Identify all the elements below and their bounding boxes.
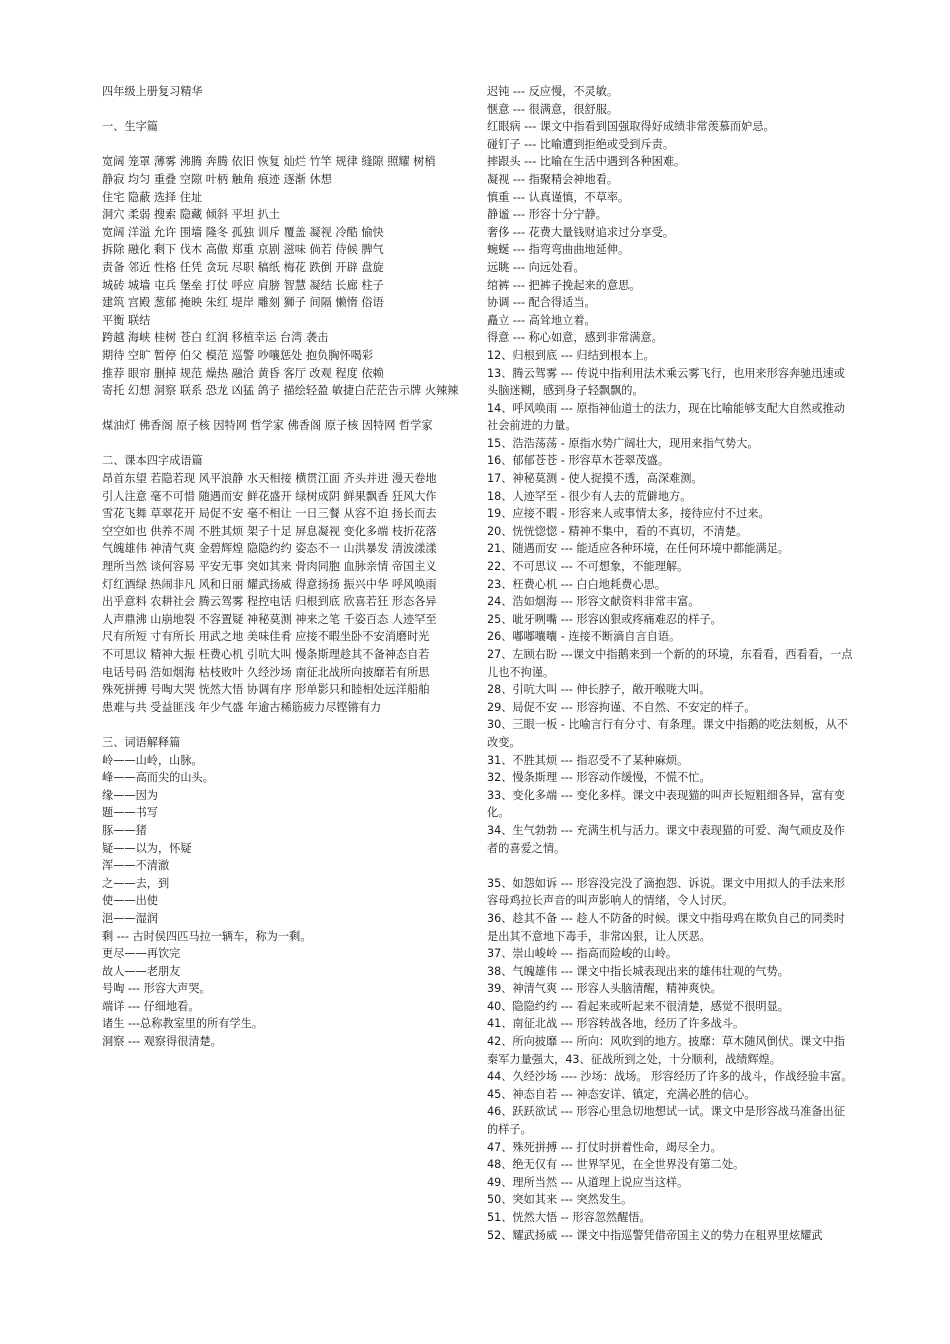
text-line: 35、如怨如诉 --- 形容没完没了滴抱怨、诉说。课文中用拟人的手法来形容母鸡拉长声音的叫声影响人的情绪，令人讨厌。 (487, 876, 845, 908)
text-line: 三、词语解释篇 (102, 735, 181, 749)
text-line: 剩 --- 古时侯四匹马拉一辆车，称为一剩。 (102, 929, 312, 943)
text-line: 建筑 宫殿 葱郁 掩映 朱红 堤岸 雕刻 狮子 间隔 懒惰 俗语 (102, 296, 384, 310)
right-column (487, 83, 853, 1244)
blank-line (102, 435, 469, 453)
text-line: 32、慢条斯理 --- 形容动作缓慢，不慌不忙。 (487, 771, 711, 785)
text-line: 49、理所当然 --- 从道理上说应当这样。 (487, 1175, 689, 1189)
text-line: 静谧 --- 形容十分宁静。 (487, 208, 607, 222)
text-line: 宽阔 笼罩 薄雾 沸腾 奔腾 依旧 恢复 灿烂 竹竿 规律 缝隙 照耀 树梢 (102, 155, 436, 169)
text-line: 42、所向披靡 --- 所向：风吹到的地方。披靡：草木随风倒伏。课文中指秦军力量强大，43、征战所到之处，十分顺利，战绩辉煌。 (487, 1035, 845, 1066)
text-line: 蜿蜒 --- 指弯弯曲曲地延伸。 (487, 243, 630, 257)
text-line: 疑——以为，怀疑 (102, 841, 192, 855)
text-line: 缘——因为 (102, 788, 158, 802)
text-line: 34、生气勃勃 --- 充满生机与活力。课文中表现猫的可爱、淘气顽皮及作者的喜爱之情。 (487, 823, 845, 855)
text-line: 协调 --- 配合得适当。 (487, 296, 596, 310)
text-line: 推荐 眼帘 删掉 规范 燥热 融洽 黄昏 客厅 改观 程度 依赖 (102, 366, 384, 380)
text-line: 14、呼风唤雨 --- 原指神仙道士的法力，现在比喻能够支配大自然或推动社会前进的力量。 (487, 401, 845, 433)
text-line: 患难与共 受益匪浅 年少气盛 年逾古稀筋疲力尽铿锵有力 (102, 700, 382, 714)
text-line: 使——出使 (102, 894, 158, 908)
text-line: 殊死拼搏 号啕大哭 恍然大悟 协调有序 形单影只和睦相处远洋船舶 (102, 683, 430, 697)
text-line: 摔跟头 --- 比喻在生活中遇到各种困难。 (487, 155, 686, 169)
text-line: 空空如也 供养不周 不胜其烦 架子十足 屏息凝视 变化多端 枝折花落 (102, 524, 437, 538)
text-line: 25、呲牙咧嘴 --- 形容凶狠或疼痛难忍的样子。 (487, 612, 722, 626)
text-line: 出乎意料 农耕社会 腾云驾雾 程控电话 归根到底 欣喜若狂 形态各异 (102, 595, 437, 609)
text-line: 21、随遇而安 --- 能适应各种环境，在任何环境中都能满足。 (487, 542, 789, 556)
text-line: 电话号码 浩如烟海 枯枝败叶 久经沙场 南征北战所向披靡若有所思 (102, 665, 430, 679)
text-line: 39、神清气爽 --- 形容人头脑清醒，精神爽快。 (487, 982, 722, 996)
text-line: 红眼病 --- 课文中指看到国强取得好成绩非常羡慕而妒忌。 (487, 120, 775, 134)
text-line: 38、气魄雄伟 --- 课文中指长城表现出来的雄伟壮观的气势。 (487, 964, 789, 978)
text-line: 城砖 城墙 屯兵 堡垒 打仗 呼应 肩膀 智慧 凝结 长廊 柱子 (102, 278, 384, 292)
text-line: 凝视 --- 指聚精会神地看。 (487, 172, 619, 186)
text-line: 50、突如其来 --- 突然发生。 (487, 1193, 633, 1207)
text-line: 煤油灯 佛香阁 原子核 因特网 哲学家 佛香阁 原子核 因特网 哲学家 (102, 419, 433, 433)
text-line: 寄托 幻想 洞察 联系 恐龙 凶猛 鸽子 描绘轻盈 敏捷白茫茫告示牌 火辣辣 (102, 384, 459, 398)
text-line: 30、三眼一板 - 比喻言行有分寸、有条理。课文中指鹅的吃法刻板，从不改变。 (487, 718, 849, 749)
text-line: 豚——猪 (102, 823, 147, 837)
text-line: 诸生 ---总称教室里的所有学生。 (102, 1017, 264, 1031)
text-line: 29、局促不安 --- 形容拘谨、不自然、不安定的样子。 (487, 700, 756, 714)
text-line: 昂首东望 若隐若现 风平浪静 水天相接 横贯江面 齐头并进 漫天卷地 (102, 472, 437, 486)
text-line: 二、课本四字成语篇 (102, 454, 203, 468)
text-line: 雪花飞舞 草翠花开 局促不安 毫不相让 一日三餐 从容不迫 扬长而去 (102, 507, 437, 521)
text-line: 责备 邻近 性格 任凭 贪玩 尽职 稿纸 梅花 跌倒 开辟 盘旋 (102, 260, 384, 274)
text-line: 号啕 --- 形容大声哭。 (102, 982, 211, 996)
text-line: 期待 空旷 暂停 伯父 模范 巡警 吵嚷惩处 抱负胸怀喝彩 (102, 348, 374, 362)
text-line: 51、恍然大悟 -- 形容忽然醒悟。 (487, 1211, 651, 1224)
text-line: 奢侈 --- 花费大量钱财追求过分享受。 (487, 225, 675, 239)
blank-line (102, 136, 469, 154)
text-line: 迟钝 --- 反应慢，不灵敏。 (487, 85, 619, 98)
text-line: 浥——湿润 (102, 911, 158, 925)
text-line: 40、隐隐约约 --- 看起来或听起来不很清楚，感觉不很明显。 (487, 999, 789, 1013)
text-line: 端详 --- 仔细地看。 (102, 999, 200, 1013)
text-line: 20、恍恍惚惚 - 精神不集中，看的不真切，不清楚。 (487, 524, 748, 538)
blank-line (102, 101, 469, 119)
text-line: 灯红酒绿 热闹非凡 风和日丽 耀武扬威 得意扬扬 振兴中华 呼风唤雨 (102, 577, 437, 591)
text-line: 更尽——再饮完 (102, 947, 181, 961)
text-line: 静寂 均匀 重叠 空隙 叶柄 触角 痕迹 逐渐 休想 (102, 172, 332, 186)
blank-line (102, 400, 469, 418)
text-line: 31、不胜其烦 --- 指忍受不了某种麻烦。 (487, 753, 689, 767)
text-line: 27、左顾右盼 ---课文中指鹅来到一个新的的环境，东看看，西看看，一点儿也不拘谨。 (487, 648, 853, 679)
text-line: 平衡 联结 (102, 313, 151, 327)
text-line: 23、枉费心机 --- 白白地耗费心思。 (487, 577, 666, 591)
text-line: 故人——老朋友 (102, 964, 181, 978)
text-line: 13、腾云驾雾 --- 传说中指利用法术乘云雾飞行，也用来形容奔驰迅速或头脑迷糊，感到身子轻飘飘的。 (487, 366, 845, 398)
text-line: 52、耀武扬威 --- 课文中指巡警凭借帝国主义的势力在租界里炫耀武 (487, 1228, 823, 1242)
text-line: 45、神态自若 --- 神态安详、镇定，充满必胜的信心。 (487, 1087, 756, 1101)
text-line: 绾裤 --- 把裤子挽起来的意思。 (487, 278, 641, 292)
text-line: 46、跃跃欲试 --- 形容心里急切地想试一试。课文中是形容战马准备出征的样子。 (487, 1105, 845, 1137)
text-line: 37、崇山峻岭 --- 指高而险峻的山岭。 (487, 947, 678, 961)
text-line: 一、生字篇 (102, 120, 158, 134)
text-line: 引人注意 毫不可惜 随遇而安 鲜花盛开 绿树成阴 鲜果飘香 狂风大作 (102, 489, 437, 503)
text-line: 宽阔 洋溢 允许 围墙 隆冬 孤独 训斥 覆盖 凝视 冷酷 愉快 (102, 225, 384, 239)
text-line: 惬意 --- 很满意，很舒服。 (487, 102, 619, 116)
text-line: 44、久经沙场 ---- 沙场：战场。 形容经历了许多的战斗，作战经验丰富。 (487, 1070, 853, 1084)
text-line: 不可思议 精神大振 枉费心机 引吭大叫 慢条斯理趁其不备神态自若 (102, 648, 430, 661)
text-line: 28、引吭大叫 --- 伸长脖子，敞开喉咙大叫。 (487, 683, 711, 697)
text-line: 47、殊死拼搏 --- 打仗时拼着性命，竭尽全力。 (487, 1140, 722, 1154)
text-line: 洞穴 柔弱 搜索 隐藏 倾斜 平坦 扒土 (102, 208, 280, 222)
text-line: 26、嘟嘟囔囔 - 连接不断滴自言自语。 (487, 630, 681, 644)
text-line: 洞察 --- 观察得很清楚。 (102, 1035, 222, 1049)
text-line: 41、南征北战 --- 形容转战各地，经历了许多战斗。 (487, 1017, 745, 1031)
text-line: 15、浩浩荡荡 - 原指水势广阔壮大，现用来指气势大。 (487, 436, 759, 450)
text-line: 16、郁郁苍苍 - 形容草木苍翠茂盛。 (487, 454, 670, 468)
text-line: 19、应接不暇 - 形容来人或事情太多，接待应付不过来。 (487, 507, 770, 521)
text-line: 碰钉子 --- 比喻遭到拒绝或受到斥责。 (487, 137, 675, 151)
text-line: 慎重 --- 认真谨慎，不草率。 (487, 190, 630, 204)
text-line: 17、神秘莫测 - 使人捉摸不透，高深难测。 (487, 472, 703, 486)
text-line: 跨越 海峡 桂树 苍白 红润 移植幸运 台湾 袭击 (102, 331, 329, 345)
left-column (102, 83, 469, 1051)
blank-line (487, 857, 853, 875)
text-line: 远眺 --- 向远处看。 (487, 260, 585, 274)
text-line: 气魄雄伟 神清气爽 金碧辉煌 隐隐约约 姿态不一 山洪暴发 清波漾漾 (102, 542, 437, 556)
blank-line (102, 716, 469, 734)
text-line: 尺有所短 寸有所长 用武之地 美味佳肴 应接不暇坐卧不安消磨时光 (102, 630, 430, 644)
text-line: 33、变化多端 --- 变化多样。课文中表现猫的叫声长短粗细各异，富有变化。 (487, 788, 845, 820)
text-line: 浑——不清澈 (102, 859, 170, 873)
text-line: 题——书写 (102, 806, 158, 820)
text-line: 理所当然 谈何容易 平安无事 突如其来 骨肉同胞 血脉亲情 帝国主义 (102, 560, 437, 574)
text-line: 之——去，到 (102, 876, 170, 890)
text-line: 48、绝无仅有 --- 世界罕见，在全世界没有第二处。 (487, 1158, 745, 1172)
text-line: 得意 --- 称心如意，感到非常满意。 (487, 331, 663, 345)
text-line: 拆除 融化 剩下 伐木 高傲 郑重 京剧 滋味 倘若 侍候 脾气 (102, 243, 384, 257)
text-line: 22、不可思议 --- 不可想象，不能理解。 (487, 560, 689, 574)
text-line: 18、人迹罕至 - 很少有人去的荒僻地方。 (487, 489, 692, 503)
text-line: 36、趁其不备 --- 趁人不防备的时候。课文中指母鸡在欺负自己的同类时是出其不意地下毒手，非常凶狠，让人厌恶。 (487, 911, 845, 943)
text-line: 矗立 --- 高耸地立着。 (487, 313, 596, 327)
text-line: 峰——高而尖的山头。 (102, 771, 214, 785)
text-line: 四年级上册复习精华 (102, 85, 203, 98)
text-line: 24、浩如烟海 --- 形容文献资料非常丰富。 (487, 595, 700, 609)
text-line: 住宅 隐蔽 选择 住址 (102, 190, 203, 204)
text-line: 人声鼎沸 山崩地裂 不容置疑 神秘莫测 神来之笔 千姿百态 人迹罕至 (102, 612, 437, 626)
text-line: 岭——山岭，山脉。 (102, 753, 203, 767)
text-line: 12、归根到底 --- 归结到根本上。 (487, 348, 655, 362)
